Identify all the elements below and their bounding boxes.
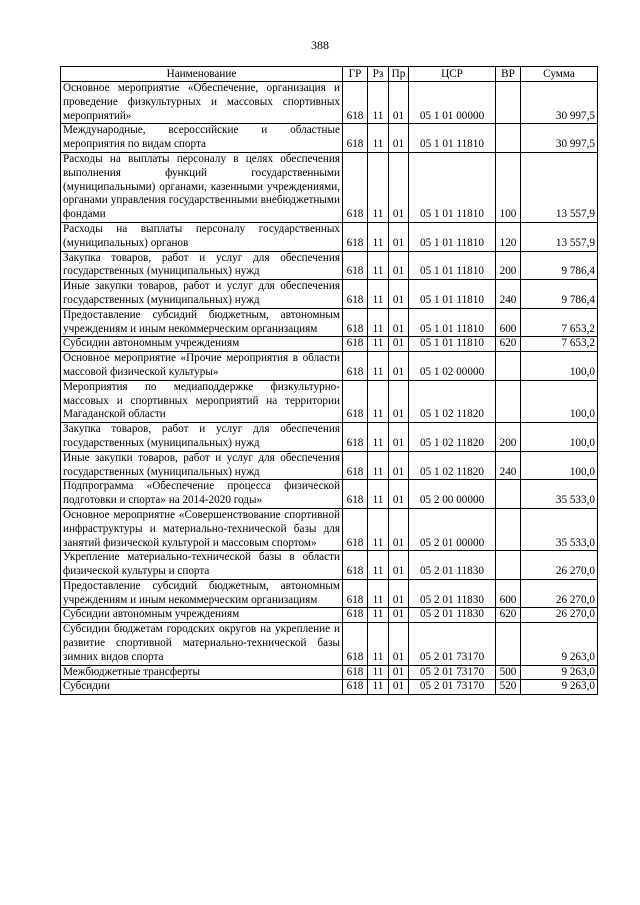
cell-pr: 01 xyxy=(389,665,409,680)
cell-name: Международные, всероссийские и областные мероприятия по видам спорта xyxy=(61,124,343,153)
cell-name: Укрепление материально-технической базы в области физической культуры и спорта xyxy=(61,551,343,580)
table-row xyxy=(61,480,598,509)
cell-csr: 05 2 01 11830 xyxy=(409,551,496,580)
cell-gr: 618 xyxy=(343,251,368,280)
cell-csr: 05 1 02 11820 xyxy=(409,423,496,452)
cell-rz: 11 xyxy=(368,82,389,124)
cell-name: Закупка товаров, работ и услуг для обеспечения государственных (муниципальных) нужд xyxy=(61,423,343,452)
cell-pr: 01 xyxy=(389,608,409,623)
cell-rz: 11 xyxy=(368,308,389,337)
cell-sum: 26 270,0 xyxy=(521,579,598,608)
cell-sum: 100,0 xyxy=(521,451,598,480)
cell-vr: 100 xyxy=(496,152,521,222)
cell-rz: 11 xyxy=(368,222,389,251)
cell-vr: 240 xyxy=(496,451,521,480)
cell-sum: 13 557,9 xyxy=(521,152,598,222)
cell-rz: 11 xyxy=(368,251,389,280)
cell-rz: 11 xyxy=(368,124,389,153)
cell-rz: 11 xyxy=(368,152,389,222)
cell-gr: 618 xyxy=(343,680,368,695)
cell-pr: 01 xyxy=(389,352,409,381)
cell-name: Расходы на выплаты персоналу государственных (муниципальных) органов xyxy=(61,222,343,251)
cell-pr: 01 xyxy=(389,82,409,124)
cell-vr xyxy=(496,352,521,381)
table-row xyxy=(61,352,598,381)
cell-name: Основное мероприятие «Обеспечение, организация и проведение физкультурных и массовых спортивных мероприятий» xyxy=(61,82,343,124)
cell-rz: 11 xyxy=(368,665,389,680)
cell-rz: 11 xyxy=(368,508,389,550)
cell-name: Субсидии автономным учреждениям xyxy=(61,608,343,623)
cell-vr: 600 xyxy=(496,308,521,337)
cell-csr: 05 1 02 00000 xyxy=(409,352,496,381)
cell-sum: 7 653,2 xyxy=(521,337,598,352)
cell-rz: 11 xyxy=(368,608,389,623)
header-sum: Сумма xyxy=(521,67,598,82)
budget-table xyxy=(60,66,598,695)
cell-vr: 500 xyxy=(496,665,521,680)
cell-gr: 618 xyxy=(343,124,368,153)
cell-sum: 9 263,0 xyxy=(521,623,598,665)
cell-csr: 05 1 02 11820 xyxy=(409,380,496,422)
cell-vr xyxy=(496,480,521,509)
cell-pr: 01 xyxy=(389,337,409,352)
cell-gr: 618 xyxy=(343,380,368,422)
cell-name: Иные закупки товаров, работ и услуг для обеспечения государственных (муниципальных) нужд xyxy=(61,280,343,309)
cell-name: Субсидии xyxy=(61,680,343,695)
cell-pr: 01 xyxy=(389,451,409,480)
table-row xyxy=(61,423,598,452)
cell-csr: 05 1 01 11810 xyxy=(409,251,496,280)
cell-pr: 01 xyxy=(389,152,409,222)
cell-gr: 618 xyxy=(343,451,368,480)
cell-gr: 618 xyxy=(343,608,368,623)
cell-gr: 618 xyxy=(343,508,368,550)
cell-csr: 05 2 01 73170 xyxy=(409,665,496,680)
cell-name: Подпрограмма «Обеспечение процесса физической подготовки и спорта» на 2014-2020 годы» xyxy=(61,480,343,509)
cell-name: Межбюджетные трансферты xyxy=(61,665,343,680)
cell-name: Предоставление субсидий бюджетным, автономным учреждениям и иным некоммерческим организациям xyxy=(61,579,343,608)
cell-name: Субсидии автономным учреждениям xyxy=(61,337,343,352)
cell-pr: 01 xyxy=(389,423,409,452)
cell-rz: 11 xyxy=(368,423,389,452)
cell-pr: 01 xyxy=(389,680,409,695)
table-row xyxy=(61,623,598,665)
cell-gr: 618 xyxy=(343,222,368,251)
cell-sum: 100,0 xyxy=(521,380,598,422)
cell-sum: 9 263,0 xyxy=(521,665,598,680)
table-row xyxy=(61,680,598,695)
table-row xyxy=(61,380,598,422)
cell-rz: 11 xyxy=(368,380,389,422)
table-row xyxy=(61,280,598,309)
cell-name: Мероприятия по медиаподдержке физкультурно-массовых и спортивных мероприятий на территории Магаданской области xyxy=(61,380,343,422)
cell-pr: 01 xyxy=(389,508,409,550)
cell-sum: 26 270,0 xyxy=(521,551,598,580)
cell-vr: 240 xyxy=(496,280,521,309)
cell-gr: 618 xyxy=(343,480,368,509)
header-pr: Пр xyxy=(389,67,409,82)
page-number: 388 xyxy=(311,38,329,52)
table-row xyxy=(61,82,598,124)
cell-rz: 11 xyxy=(368,280,389,309)
cell-vr: 620 xyxy=(496,337,521,352)
cell-csr: 05 1 02 11820 xyxy=(409,451,496,480)
cell-name: Предоставление субсидий бюджетным, автономным учреждениям и иным некоммерческим организациям xyxy=(61,308,343,337)
cell-gr: 618 xyxy=(343,82,368,124)
cell-name: Расходы на выплаты персоналу в целях обеспечения выполнения функций государственными (муниципальными) органами, казенными учреждениями, органами управления государственными внебюджетными фондами xyxy=(61,152,343,222)
cell-sum: 13 557,9 xyxy=(521,222,598,251)
table-row xyxy=(61,337,598,352)
cell-rz: 11 xyxy=(368,451,389,480)
cell-gr: 618 xyxy=(343,423,368,452)
cell-rz: 11 xyxy=(368,337,389,352)
cell-sum: 35 533,0 xyxy=(521,508,598,550)
cell-rz: 11 xyxy=(368,623,389,665)
cell-name: Закупка товаров, работ и услуг для обеспечения государственных (муниципальных) нужд xyxy=(61,251,343,280)
table-row xyxy=(61,451,598,480)
cell-pr: 01 xyxy=(389,480,409,509)
table-row xyxy=(61,251,598,280)
header-gr: ГР xyxy=(343,67,368,82)
cell-vr xyxy=(496,508,521,550)
cell-rz: 11 xyxy=(368,551,389,580)
cell-vr xyxy=(496,623,521,665)
cell-vr: 520 xyxy=(496,680,521,695)
table-row xyxy=(61,551,598,580)
table-row xyxy=(61,608,598,623)
cell-gr: 618 xyxy=(343,623,368,665)
table-body xyxy=(61,82,598,695)
table-row xyxy=(61,579,598,608)
cell-csr: 05 2 01 11830 xyxy=(409,608,496,623)
cell-vr: 620 xyxy=(496,608,521,623)
cell-vr: 120 xyxy=(496,222,521,251)
cell-name: Субсидии бюджетам городских округов на укрепление и развитие спортивной материально-технической базы зимних видов спорта xyxy=(61,623,343,665)
cell-gr: 618 xyxy=(343,352,368,381)
table-row xyxy=(61,152,598,222)
cell-csr: 05 1 01 11810 xyxy=(409,152,496,222)
cell-pr: 01 xyxy=(389,308,409,337)
cell-vr xyxy=(496,124,521,153)
table-row xyxy=(61,222,598,251)
cell-sum: 7 653,2 xyxy=(521,308,598,337)
cell-vr: 200 xyxy=(496,251,521,280)
cell-gr: 618 xyxy=(343,280,368,309)
table-row xyxy=(61,308,598,337)
cell-vr: 200 xyxy=(496,423,521,452)
cell-rz: 11 xyxy=(368,579,389,608)
cell-pr: 01 xyxy=(389,623,409,665)
cell-gr: 618 xyxy=(343,551,368,580)
cell-csr: 05 1 01 11810 xyxy=(409,308,496,337)
table-row xyxy=(61,665,598,680)
table-row xyxy=(61,508,598,550)
cell-sum: 9 263,0 xyxy=(521,680,598,695)
cell-rz: 11 xyxy=(368,680,389,695)
cell-sum: 9 786,4 xyxy=(521,251,598,280)
cell-csr: 05 1 01 11810 xyxy=(409,222,496,251)
cell-gr: 618 xyxy=(343,152,368,222)
cell-pr: 01 xyxy=(389,380,409,422)
table-row xyxy=(61,124,598,153)
cell-csr: 05 2 00 00000 xyxy=(409,480,496,509)
cell-gr: 618 xyxy=(343,308,368,337)
cell-sum: 26 270,0 xyxy=(521,608,598,623)
cell-csr: 05 1 01 11810 xyxy=(409,280,496,309)
cell-csr: 05 2 01 00000 xyxy=(409,508,496,550)
cell-gr: 618 xyxy=(343,665,368,680)
cell-vr xyxy=(496,380,521,422)
cell-csr: 05 1 01 11810 xyxy=(409,337,496,352)
cell-pr: 01 xyxy=(389,124,409,153)
cell-vr xyxy=(496,551,521,580)
cell-sum: 9 786,4 xyxy=(521,280,598,309)
cell-sum: 100,0 xyxy=(521,352,598,381)
cell-csr: 05 2 01 11830 xyxy=(409,579,496,608)
cell-sum: 100,0 xyxy=(521,423,598,452)
cell-csr: 05 2 01 73170 xyxy=(409,623,496,665)
header-name: Наименование xyxy=(61,67,343,82)
cell-pr: 01 xyxy=(389,579,409,608)
cell-name: Иные закупки товаров, работ и услуг для обеспечения государственных (муниципальных) нужд xyxy=(61,451,343,480)
cell-rz: 11 xyxy=(368,352,389,381)
table-header-row xyxy=(61,67,598,82)
cell-sum: 30 997,5 xyxy=(521,82,598,124)
cell-pr: 01 xyxy=(389,280,409,309)
cell-vr: 600 xyxy=(496,579,521,608)
header-csr: ЦСР xyxy=(409,67,496,82)
cell-csr: 05 1 01 00000 xyxy=(409,82,496,124)
cell-sum: 30 997,5 xyxy=(521,124,598,153)
header-vr: ВР xyxy=(496,67,521,82)
cell-name: Основное мероприятие «Совершенствование спортивной инфраструктуры и материально-технической базы для занятий физической культурой и массовым спортом» xyxy=(61,508,343,550)
cell-rz: 11 xyxy=(368,480,389,509)
cell-vr xyxy=(496,82,521,124)
cell-gr: 618 xyxy=(343,579,368,608)
cell-gr: 618 xyxy=(343,337,368,352)
cell-pr: 01 xyxy=(389,251,409,280)
header-rz: Рз xyxy=(368,67,389,82)
cell-name: Основное мероприятие «Прочие мероприятия в области массовой физической культуры» xyxy=(61,352,343,381)
cell-pr: 01 xyxy=(389,222,409,251)
cell-csr: 05 2 01 73170 xyxy=(409,680,496,695)
cell-csr: 05 1 01 11810 xyxy=(409,124,496,153)
cell-sum: 35 533,0 xyxy=(521,480,598,509)
cell-pr: 01 xyxy=(389,551,409,580)
